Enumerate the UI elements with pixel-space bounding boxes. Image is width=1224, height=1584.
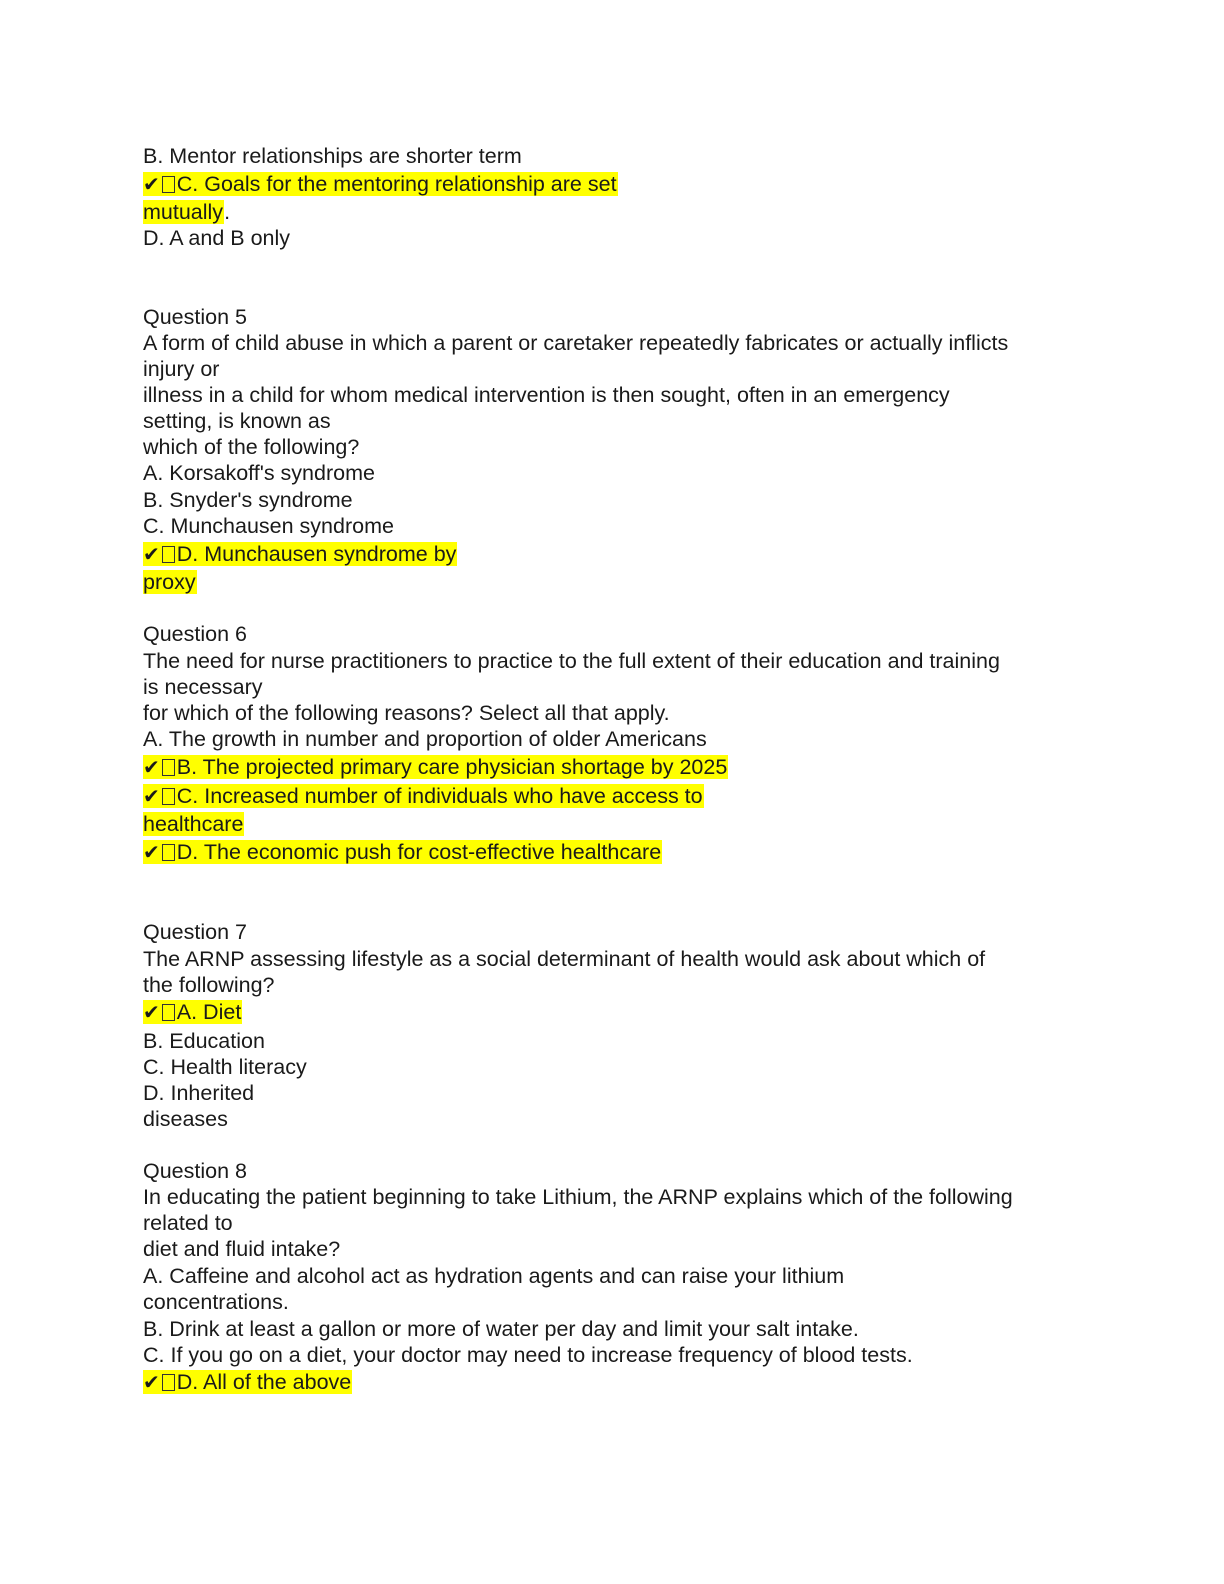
- question-5-stem-line: injury or: [143, 357, 220, 381]
- question-5-stem-line: A form of child abuse in which a parent or caretaker repeatedly fabricates or actually inflicts: [143, 331, 1009, 355]
- checkbox-icon: [162, 759, 175, 776]
- question-6-title: Question 6: [143, 622, 247, 646]
- checkbox-icon: [162, 788, 175, 805]
- question-7-option-a-correct: ✔ A. Diet: [143, 1000, 242, 1024]
- option-b: B. Mentor relationships are shorter term: [143, 144, 522, 168]
- question-5-option-b: B. Snyder's syndrome: [143, 488, 353, 512]
- checkmark-icon: ✔: [143, 840, 160, 864]
- question-7-stem-line: The ARNP assessing lifestyle as a social determinant of health would ask about which of: [143, 947, 986, 971]
- question-8-stem-line: In educating the patient beginning to take Lithium, the ARNP explains which of the following: [143, 1185, 1013, 1209]
- question-6-option-c-continued: healthcare: [143, 812, 244, 836]
- question-8-stem-line: related to: [143, 1211, 233, 1235]
- option-c-correct: ✔ C. Goals for the mentoring relationship are set: [143, 172, 617, 196]
- question-5-title: Question 5: [143, 305, 247, 329]
- checkmark-icon: ✔: [143, 1000, 160, 1024]
- question-8-option-b: B. Drink at least a gallon or more of water per day and limit your salt intake.: [143, 1317, 859, 1341]
- question-6-stem-line: for which of the following reasons? Select all that apply.: [143, 701, 670, 725]
- question-6-option-a: A. The growth in number and proportion of older Americans: [143, 727, 707, 751]
- checkmark-icon: ✔: [143, 755, 160, 779]
- checkmark-icon: ✔: [143, 784, 160, 808]
- question-7-option-d: D. Inherited: [143, 1081, 255, 1105]
- option-c-correct-continued: mutually.: [143, 200, 231, 224]
- question-5-option-a: A. Korsakoff's syndrome: [143, 461, 375, 485]
- question-7-stem-line: the following?: [143, 973, 275, 997]
- checkbox-icon: [162, 1004, 175, 1021]
- question-5-stem-line: setting, is known as: [143, 409, 331, 433]
- question-7-option-c: C. Health literacy: [143, 1055, 307, 1079]
- question-6-option-d-correct: ✔ D. The economic push for cost-effective healthcare: [143, 840, 662, 864]
- question-5-stem-line: illness in a child for whom medical intervention is then sought, often in an emergency: [143, 383, 950, 407]
- checkbox-icon: [162, 1374, 175, 1391]
- checkmark-icon: ✔: [143, 1370, 160, 1394]
- question-6-option-b-correct: ✔ B. The projected primary care physician shortage by 2025: [143, 755, 728, 779]
- question-8-option-a-continued: concentrations.: [143, 1290, 289, 1314]
- question-6-stem-line: is necessary: [143, 675, 263, 699]
- question-8-title: Question 8: [143, 1159, 247, 1183]
- question-5-option-d-correct: ✔ D. Munchausen syndrome by: [143, 542, 457, 566]
- question-8-option-c: C. If you go on a diet, your doctor may need to increase frequency of blood tests.: [143, 1343, 913, 1367]
- checkbox-icon: [162, 546, 175, 563]
- question-8-option-d-correct: ✔ D. All of the above: [143, 1370, 352, 1394]
- question-5-option-d-continued: proxy: [143, 570, 196, 594]
- checkmark-icon: ✔: [143, 172, 160, 196]
- question-8-option-a: A. Caffeine and alcohol act as hydration agents and can raise your lithium: [143, 1264, 845, 1288]
- question-8-stem-line: diet and fluid intake?: [143, 1237, 341, 1261]
- checkmark-icon: ✔: [143, 542, 160, 566]
- question-7-option-b: B. Education: [143, 1029, 265, 1053]
- option-d: D. A and B only: [143, 226, 291, 250]
- question-7-title: Question 7: [143, 920, 247, 944]
- checkbox-icon: [162, 176, 175, 193]
- question-6-stem-line: The need for nurse practitioners to practice to the full extent of their education and training: [143, 649, 1000, 673]
- question-5-option-c: C. Munchausen syndrome: [143, 514, 394, 538]
- question-5-stem-line: which of the following?: [143, 435, 360, 459]
- question-7-option-d-continued: diseases: [143, 1107, 228, 1131]
- checkbox-icon: [162, 844, 175, 861]
- question-6-option-c-correct: ✔ C. Increased number of individuals who have access to: [143, 784, 703, 808]
